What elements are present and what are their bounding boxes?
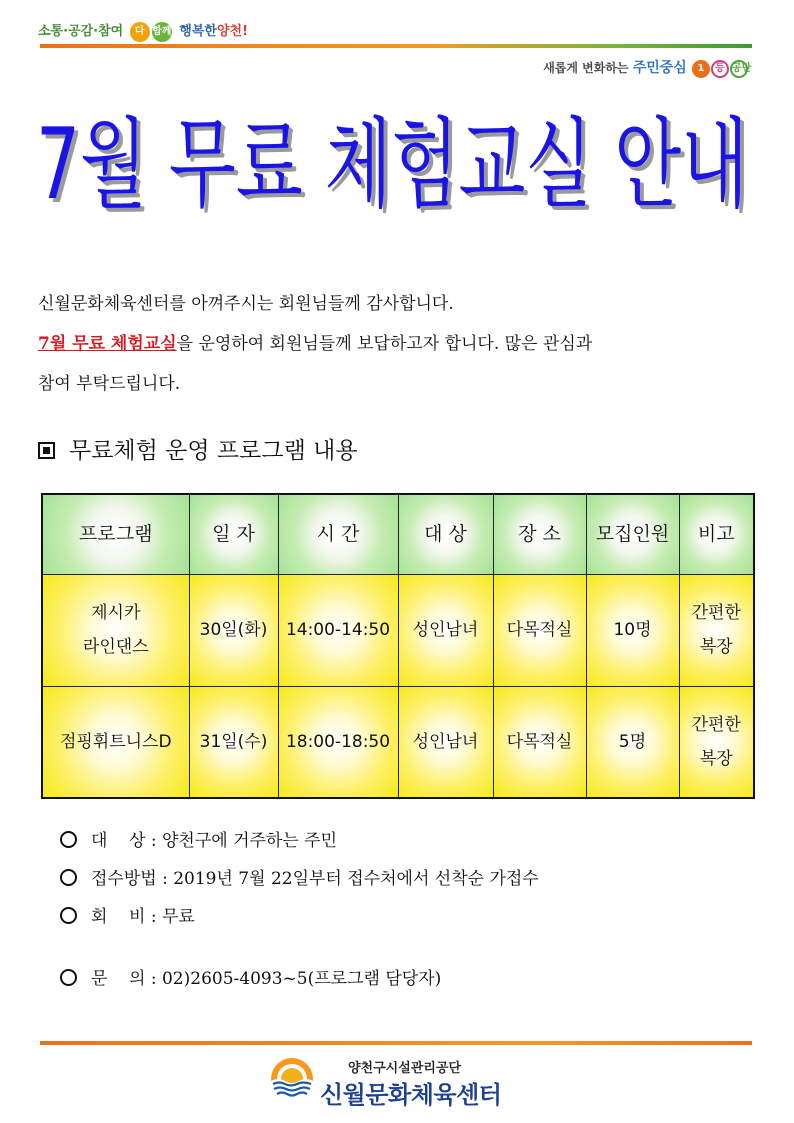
intro-line-1: 신월문화체육센터를 아껴주시는 회원님들께 감사합니다. bbox=[38, 294, 454, 314]
intro-line-2-rest: 을 운영하여 회원님들께 보답하고자 합니다. 많은 관심과 bbox=[176, 334, 593, 354]
intro-line-3: 참여 부탁드립니다. bbox=[38, 374, 181, 394]
tagline-circle-3: 공단 bbox=[730, 60, 748, 78]
cell-time: 14:00-14:50 bbox=[278, 574, 398, 686]
program-name-line2: 라인댄스 bbox=[82, 637, 149, 657]
intro-paragraph bbox=[38, 284, 738, 404]
tagline-circle-2: 등 bbox=[711, 60, 729, 78]
details-list bbox=[60, 822, 760, 998]
intro-line-2 bbox=[38, 324, 738, 364]
bottom-divider bbox=[40, 1041, 752, 1045]
circle-bullet-icon bbox=[60, 969, 77, 986]
table-header-row bbox=[42, 494, 754, 574]
table-row bbox=[42, 686, 754, 798]
slogan-right-b: 양천! bbox=[216, 24, 249, 39]
note-line1: 간편한 bbox=[691, 714, 741, 735]
page-title bbox=[36, 84, 758, 234]
program-table bbox=[41, 493, 755, 799]
detail-inquiry-text: 문 의 : 02)2605-4093~5(프로그램 담당자) bbox=[91, 969, 442, 989]
cell-capacity: 10명 bbox=[586, 574, 679, 686]
cell-capacity: 5명 bbox=[586, 686, 679, 798]
cell-date: 31일(수) bbox=[189, 686, 278, 798]
cell-program bbox=[42, 686, 189, 798]
program-name-line1: 제시카 bbox=[91, 603, 141, 623]
top-divider bbox=[40, 44, 752, 48]
tagline-small: 새롭게 변화하는 bbox=[543, 61, 629, 75]
slogan-badge-2: 함께 bbox=[152, 22, 172, 42]
header-date: 일 자 bbox=[189, 494, 278, 574]
section-heading bbox=[38, 432, 358, 465]
intro-highlight: 7월 무료 체험교실 bbox=[38, 334, 177, 354]
header-slogan bbox=[38, 20, 248, 42]
header-capacity: 모집인원 bbox=[586, 494, 679, 574]
sun-wave-logo-icon bbox=[270, 1057, 314, 1101]
detail-target-text: 대 상 : 양천구에 거주하는 주민 bbox=[91, 831, 338, 851]
cell-place: 다목적실 bbox=[493, 574, 586, 686]
title-shadow: 7월 무료 체험교실 안내 bbox=[40, 112, 752, 226]
footer bbox=[270, 1055, 530, 1111]
slogan-badge-1: 다 bbox=[130, 22, 150, 42]
circle-bullet-icon bbox=[60, 907, 77, 924]
header-note: 비고 bbox=[679, 494, 754, 574]
circle-bullet-icon bbox=[60, 869, 77, 886]
note-line2: 복장 bbox=[699, 637, 733, 657]
header-target: 대 상 bbox=[398, 494, 493, 574]
detail-method bbox=[60, 860, 760, 898]
cell-target: 성인남녀 bbox=[398, 686, 493, 798]
cell-note bbox=[679, 574, 754, 686]
detail-fee bbox=[60, 898, 760, 936]
circle-bullet-icon bbox=[60, 831, 77, 848]
note-line2: 복장 bbox=[699, 748, 733, 769]
footer-org-name: 양천구시설관리공단 bbox=[348, 1061, 462, 1076]
detail-method-text: 접수방법 : 2019년 7월 22일부터 접수처에서 선착순 가접수 bbox=[91, 869, 539, 889]
title-text: 7월 무료 체험교실 안내 bbox=[36, 108, 748, 222]
slogan-right bbox=[179, 24, 248, 39]
cell-date: 30일(화) bbox=[189, 574, 278, 686]
square-bullet-icon bbox=[38, 442, 55, 459]
cell-note bbox=[679, 686, 754, 798]
table-row bbox=[42, 574, 754, 686]
tagline-circle-1: 1 bbox=[692, 60, 710, 78]
cell-time: 18:00-18:50 bbox=[278, 686, 398, 798]
footer-center-name: 신월문화체육센터 bbox=[320, 1081, 502, 1109]
note-line1: 간편한 bbox=[691, 603, 741, 623]
cell-place: 다목적실 bbox=[493, 686, 586, 798]
program-name-line1: 점핑휘트니스D bbox=[59, 731, 172, 752]
slogan-left: 소통·공감·참여 bbox=[38, 24, 124, 39]
header-tagline bbox=[543, 57, 752, 78]
tagline-strong: 주민중심 bbox=[632, 60, 687, 76]
slogan-right-a: 행복한 bbox=[179, 24, 217, 39]
detail-inquiry bbox=[60, 960, 760, 998]
cell-target: 성인남녀 bbox=[398, 574, 493, 686]
header-program: 프로그램 bbox=[42, 494, 189, 574]
detail-fee-text: 회 비 : 무료 bbox=[91, 907, 195, 927]
section-heading-text: 무료체험 운영 프로그램 내용 bbox=[69, 438, 358, 464]
header-time: 시 간 bbox=[278, 494, 398, 574]
detail-target bbox=[60, 822, 760, 860]
cell-program bbox=[42, 574, 189, 686]
header-place: 장 소 bbox=[493, 494, 586, 574]
